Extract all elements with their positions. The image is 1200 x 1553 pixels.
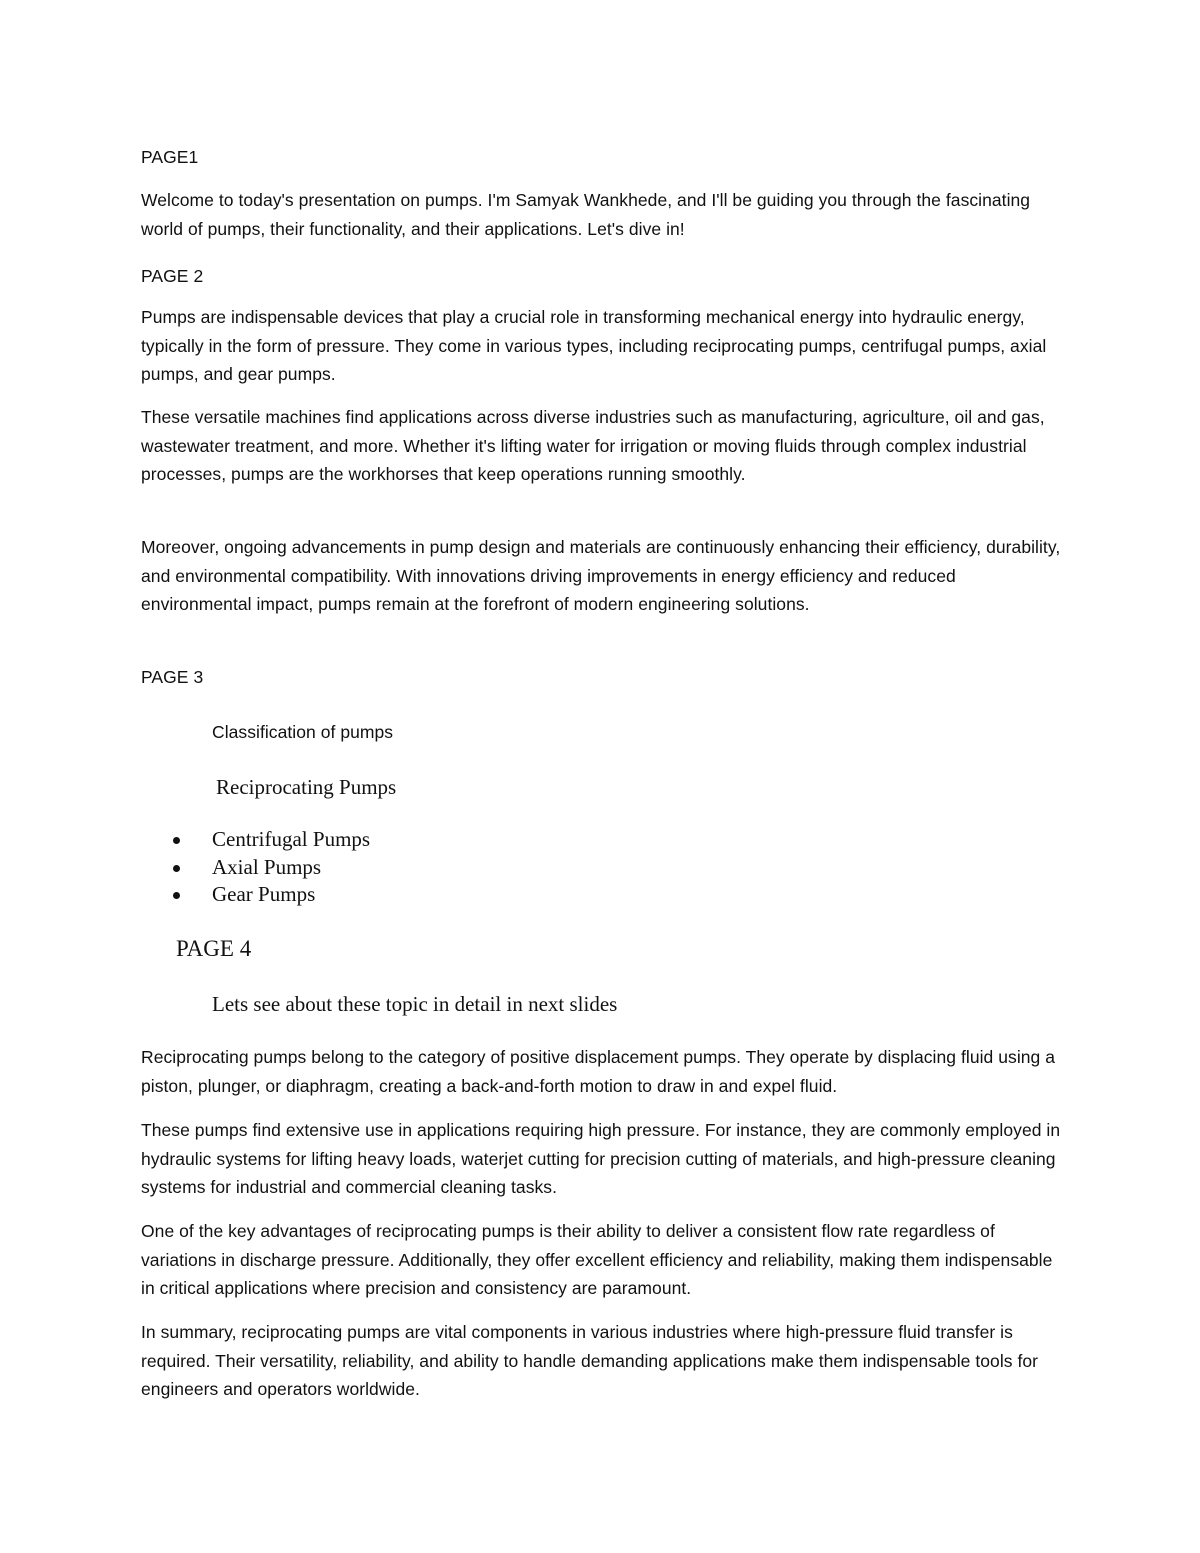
page2-paragraph-1: Pumps are indispensable devices that play a crucial role in transforming mechanical energy into hydraulic energy, typically in the form of pressure. They come in various types, including reciprocating pumps, centrifugal pumps, axial pumps, and gear pumps. [141, 307, 1047, 384]
classification-title: Classification of pumps [212, 722, 394, 742]
list-item-text: Gear Pumps [212, 882, 316, 906]
list-item-text: Centrifugal Pumps [212, 827, 371, 851]
page4-label: PAGE 4 [176, 936, 252, 961]
page2-paragraph-2: These versatile machines find applications across diverse industries such as manufacturing, agriculture, oil and gas, wastewater treatment, and more. Whether it's lifting water for irrigation or moving fluids through complex industrial processes, pumps are the workhorses that keep operations running smoothly. [141, 407, 1045, 484]
page1-paragraph: Welcome to today's presentation on pumps. I'm Samyak Wankhede, and I'll be guiding you through the fascinating world of pumps, their functionality, and their applications. Let's dive in! [141, 190, 1031, 239]
page4-paragraph-3: One of the key advantages of reciprocating pumps is their ability to deliver a consistent flow rate regardless of variations in discharge pressure. Additionally, they offer excellent efficiency and reliability, making them indispensable in critical applications where precision and consistency are paramount. [141, 1221, 1053, 1298]
page4-paragraph-1: Reciprocating pumps belong to the category of positive displacement pumps. They operate by displacing fluid using a piston, plunger, or diaphragm, creating a back-and-forth motion to draw in and expel fluid. [141, 1047, 1056, 1096]
bullet-icon [173, 865, 180, 872]
pump-types-list [170, 826, 370, 909]
reciprocating-pumps-heading: Reciprocating Pumps [216, 775, 397, 799]
page4-paragraph-2: These pumps find extensive use in applications requiring high pressure. For instance, they are commonly employed in hydraulic systems for lifting heavy loads, waterjet cutting for precision cutting of materials, and high-pressure cleaning systems for industrial and commercial cleaning tasks. [141, 1120, 1061, 1197]
list-item-text: Axial Pumps [212, 854, 322, 879]
page4-intro: Lets see about these topic in detail in next slides [212, 992, 618, 1016]
page1-label: PAGE1 [141, 147, 199, 167]
list-item [170, 854, 370, 882]
page2-paragraph-3: Moreover, ongoing advancements in pump design and materials are continuously enhancing their efficiency, durability, and environmental compatibility. With innovations driving improvements in energy efficiency and reduced environmental impact, pumps remain at the forefront of modern engineering solutions. [141, 537, 1061, 614]
bullet-icon [173, 892, 180, 899]
page3-label: PAGE 3 [141, 667, 204, 687]
list-item [170, 881, 370, 909]
page2-label: PAGE 2 [141, 266, 204, 286]
bullet-icon [173, 837, 180, 844]
list-item [170, 826, 370, 854]
page4-paragraph-4: In summary, reciprocating pumps are vital components in various industries where high-pressure fluid transfer is required. Their versatility, reliability, and ability to handle demanding applications make them indispensable tools for engineers and operators worldwide. [141, 1322, 1039, 1399]
